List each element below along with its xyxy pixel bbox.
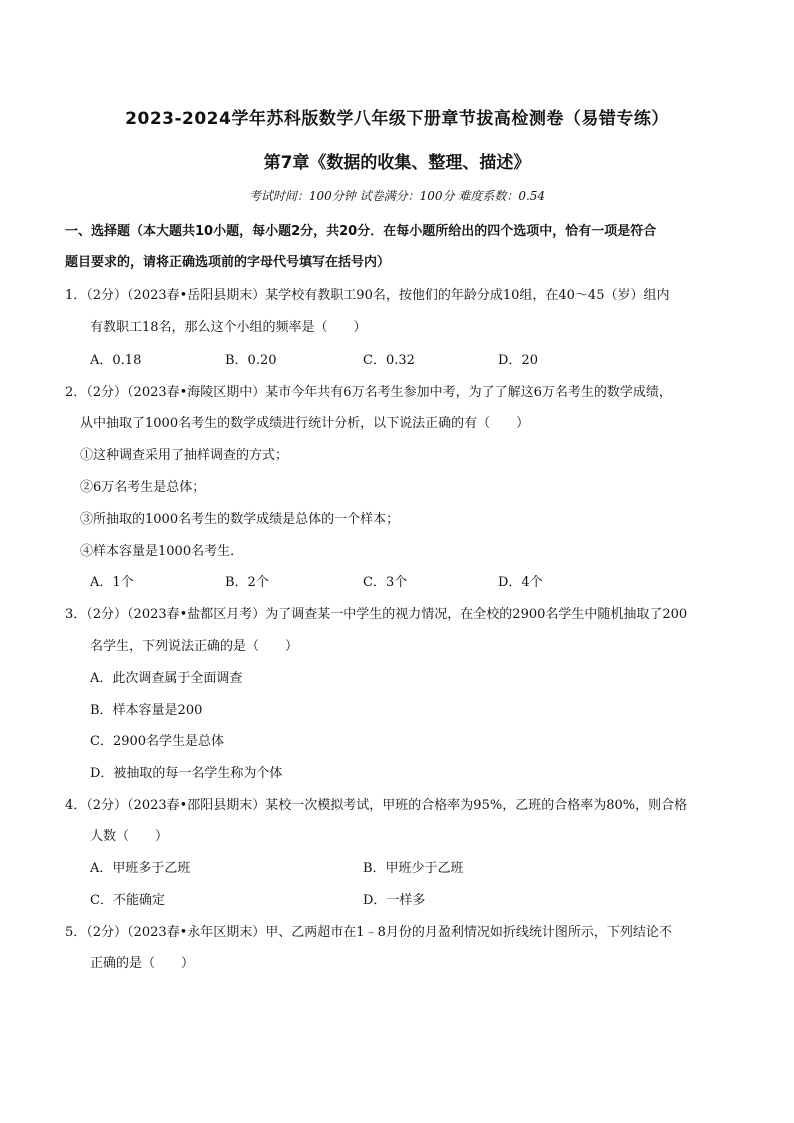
question-1-option-c[interactable]: C．0.32: [363, 353, 415, 368]
exam-meta: 考试时间：100分钟 试卷满分：100分 难度系数：0.54: [248, 189, 546, 203]
question-1-option-d[interactable]: D．20: [498, 353, 538, 368]
question-2-option-b[interactable]: B．2个: [225, 575, 269, 590]
question-2-statement-4: ④样本容量是1000名考生．: [80, 544, 244, 559]
question-2-statement-2: ②6万名考生是总体；: [80, 480, 206, 495]
question-1-text-cont: 有教职工18名，那么这个小组的频率是（ ）: [90, 320, 367, 335]
question-2-option-c[interactable]: C．3个: [363, 575, 408, 590]
question-4-text-cont: 人数（ ）: [90, 829, 169, 844]
question-3-text-cont: 名学生，下列说法正确的是（ ）: [90, 639, 299, 654]
question-2-option-d[interactable]: D．4个: [498, 575, 543, 590]
chapter-title: 第7章《数据的收集、整理、描述》: [263, 153, 531, 173]
question-4-option-d[interactable]: D．一样多: [363, 893, 426, 908]
question-4-option-c[interactable]: C．不能确定: [90, 893, 165, 908]
question-2-text-cont: 从中抽取了1000名考生的数学成绩进行统计分析，以下说法正确的有（ ）: [80, 416, 530, 431]
question-2-option-a[interactable]: A．1个: [90, 575, 134, 590]
section-instruction-line-2: 题目要求的，请将正确选项前的字母代号填写在括号内）: [65, 255, 391, 270]
question-3-option-b[interactable]: B．样本容量是200: [90, 703, 203, 718]
question-2-statement-1: ①这种调查采用了抽样调查的方式；: [80, 448, 289, 463]
question-2-text: 2．（2分）（2023春•海陵区期中）某市今年共有6万名考生参加中考，为了了解这6万名考生的数学成绩，: [65, 385, 672, 400]
question-3-option-a[interactable]: A．此次调查属于全面调查: [90, 671, 243, 686]
question-4-option-a[interactable]: A．甲班多于乙班: [90, 861, 191, 876]
question-1-text: 1．（2分）（2023春•岳阳县期末）某学校有教职工90名，按他们的年龄分成10组，在40～45（岁）组内: [65, 288, 670, 303]
question-1-option-a[interactable]: A．0.18: [90, 353, 142, 368]
question-5-text-cont: 正确的是（ ）: [90, 956, 195, 971]
exam-title: 2023-2024学年苏科版数学八年级下册章节拔高检测卷（易错专练）: [125, 109, 669, 129]
question-1-option-b[interactable]: B．0.20: [225, 353, 277, 368]
question-3-option-c[interactable]: C．2900名学生是总体: [90, 734, 225, 749]
question-3-option-d[interactable]: D．被抽取的每一名学生称为个体: [90, 766, 283, 781]
section-instruction-line-1: 一、选择题（本大题共10小题，每小题2分，共20分．在每小题所给出的四个选项中，恰有一项是符合: [65, 224, 657, 239]
question-4-option-b[interactable]: B．甲班少于乙班: [363, 861, 464, 876]
question-5-text: 5．（2分）（2023春•永年区期末）甲、乙两超市在1﹣8月份的月盈利情况如折线统计图所示，下列结论不: [65, 925, 672, 940]
question-3-text: 3．（2分）（2023春•盐都区月考）为了调查某一中学生的视力情况，在全校的2900名学生中随机抽取了200: [65, 607, 688, 622]
question-2-statement-3: ③所抽取的1000名考生的数学成绩是总体的一个样本；: [80, 512, 400, 527]
question-4-text: 4．（2分）（2023春•邵阳县期末）某校一次模拟考试，甲班的合格率为95%，乙班的合格率为80%，则合格: [65, 798, 688, 813]
